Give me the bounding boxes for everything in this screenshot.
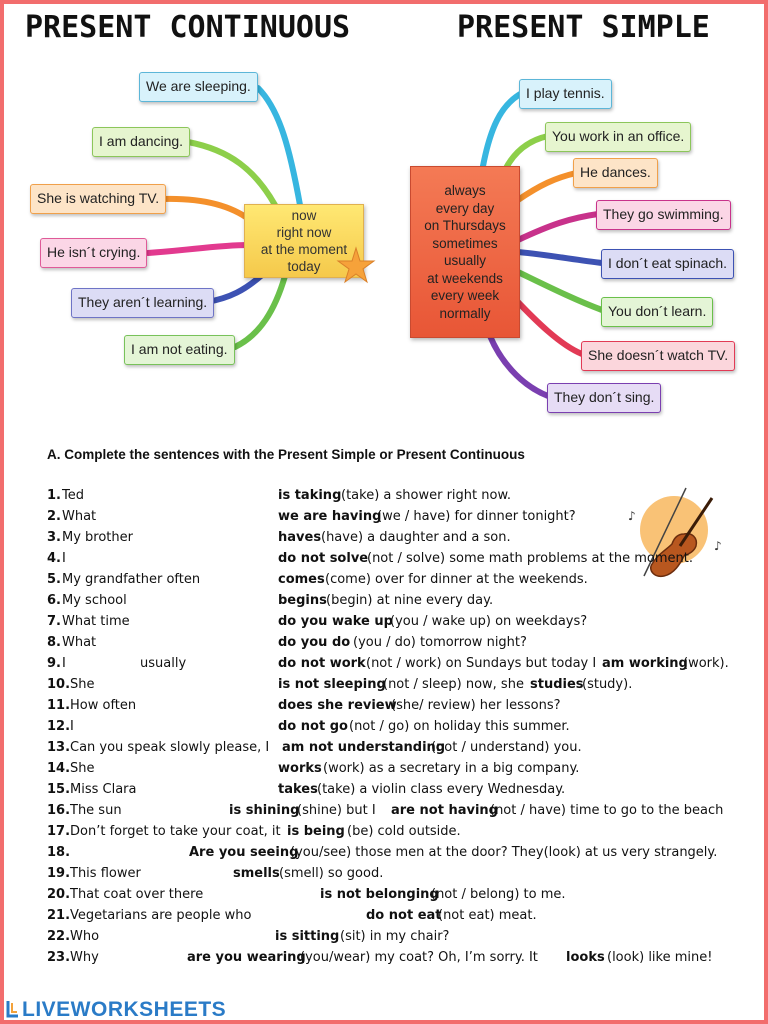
sentence-start: I [62, 551, 66, 566]
sentence-middle: (not / sleep) now, she [383, 677, 524, 692]
answer: are not having [391, 803, 498, 818]
exercise-row-11 [0, 698, 768, 719]
sentence-start: Miss Clara [70, 782, 137, 797]
sentence-end: (look) like mine! [607, 950, 713, 965]
exercise-instructions: A. Complete the sentences with the Present Simple or Present Continuous [47, 447, 525, 462]
simple-center-word: always [444, 183, 486, 198]
exercise-row-19 [0, 866, 768, 887]
answer: takes [278, 782, 318, 797]
exercise-number: 13. [47, 740, 71, 755]
simple-item-3: He dances. [573, 158, 658, 188]
answer: do you do [278, 635, 351, 650]
simple-item-6: You don´t learn. [601, 297, 713, 327]
exercise-number: 17. [47, 824, 71, 839]
sentence-start: What [62, 635, 97, 650]
answer: begins [278, 593, 327, 608]
simple-center-word: on Thursdays [424, 218, 506, 233]
answer: is not belonging [320, 887, 439, 902]
sentence-start: Who [70, 929, 100, 944]
sentence-start: Why [70, 950, 99, 965]
continuous-center-word: now [291, 208, 317, 223]
answer: do not work [278, 656, 366, 671]
answer: is sitting [275, 929, 340, 944]
exercise-row-1 [0, 488, 768, 509]
sentence-start: I [70, 719, 74, 734]
sentence-start: How often [70, 698, 137, 713]
heading-present-continuous: PRESENT CONTINUOUS [25, 10, 351, 45]
sentence-start: My school [62, 593, 127, 608]
simple-center-word: every week [430, 288, 500, 303]
sentence-end: (you / wake up) on weekdays? [390, 614, 588, 629]
exercise-number: 3. [47, 530, 61, 545]
exercise-row-17 [0, 824, 768, 845]
sentence-start: Don’t forget to take your coat, it [70, 824, 281, 839]
exercise-number: 19. [47, 866, 71, 881]
exercise-number: 21. [47, 908, 71, 923]
answer: haves [278, 530, 322, 545]
answer: do you wake up [278, 614, 393, 629]
sentence-end: (study). [582, 677, 633, 692]
sentence-end: (we / have) for dinner tonight? [377, 509, 576, 524]
sentence-end: (take) a shower right now. [341, 488, 512, 503]
sentence-end: (not eat) meat. [438, 908, 537, 923]
answer: do not solve [278, 551, 369, 566]
exercise-number: 8. [47, 635, 61, 650]
sentence-start: My grandfather often [62, 572, 201, 587]
liveworksheets-logo [6, 998, 226, 1022]
sentence-middle: (you/wear) my coat? Oh, I’m sorry. It [300, 950, 538, 965]
exercise-row-8 [0, 635, 768, 656]
exercise-number: 22. [47, 929, 71, 944]
simple-item-2: You work in an office. [545, 122, 691, 152]
sentence-end: (she/ review) her lessons? [391, 698, 561, 713]
answer: studies [530, 677, 584, 692]
sentence-adverb: usually [140, 656, 187, 671]
exercise-number: 18. [47, 845, 71, 860]
sentence-end: (come) over for dinner at the weekends. [325, 572, 588, 587]
sentence-start: What [62, 509, 97, 524]
answer: comes [278, 572, 325, 587]
exercise-row-9 [0, 656, 768, 677]
answer: are you wearing [187, 950, 306, 965]
continuous-item-2: I am dancing. [92, 127, 190, 157]
exercise-row-15 [0, 782, 768, 803]
sentence-end: (not / understand) you. [431, 740, 582, 755]
sentence-end: (work) as a secretary in a big company. [323, 761, 580, 776]
answer: works [278, 761, 322, 776]
continuous-item-6: I am not eating. [124, 335, 235, 365]
simple-item-4: They go swimming. [596, 200, 731, 230]
answer: do not go [278, 719, 348, 734]
sentence-start: Can you speak slowly please, I [70, 740, 270, 755]
answer: is taking [278, 488, 342, 503]
answer: is not sleeping [278, 677, 386, 692]
sentence-middle: (not / work) on Sundays but today I [366, 656, 597, 671]
exercise-number: 12. [47, 719, 71, 734]
exercise-number: 5. [47, 572, 61, 587]
exercise-row-12 [0, 719, 768, 740]
sentence-end: (not / have) time to go to the beach [490, 803, 724, 818]
answer: looks [566, 950, 605, 965]
exercise-number: 11. [47, 698, 71, 713]
exercise-row-10 [0, 677, 768, 698]
simple-center-word: every day [435, 200, 495, 216]
answer: we are having [278, 509, 382, 524]
continuous-item-3: She is watching TV. [30, 184, 166, 214]
exercise-row-20 [0, 887, 768, 908]
sentence-end: (not / solve) some math problems at the moment. [367, 551, 693, 566]
simple-item-5: I don´t eat spinach. [601, 249, 734, 279]
sentence-end: (be) cold outside. [347, 824, 461, 839]
star-icon [336, 246, 376, 284]
exercise-number: 4. [47, 551, 61, 566]
exercise-row-5 [0, 572, 768, 593]
sentence-end: (you/see) those men at the door? They(look) at us very strangely. [290, 845, 718, 860]
simple-center-word: normally [439, 305, 491, 321]
exercise-number: 2. [47, 509, 61, 524]
exercise-number: 14. [47, 761, 71, 776]
simple-time-expressions [410, 166, 520, 338]
answer: is being [287, 824, 345, 839]
exercise-number: 10. [47, 677, 71, 692]
simple-item-8: They don´t sing. [547, 383, 661, 413]
exercise-row-4 [0, 551, 768, 572]
simple-item-1: I play tennis. [519, 79, 612, 109]
continuous-center-word: today [287, 259, 321, 274]
sentence-end: (sit) in my chair? [340, 929, 450, 944]
simple-item-7: She doesn´t watch TV. [581, 341, 735, 371]
continuous-item-5: They aren´t learning. [71, 288, 214, 318]
exercise-row-3 [0, 530, 768, 551]
continuous-item-4: He isn´t crying. [40, 238, 147, 268]
exercise-number: 9. [47, 656, 61, 671]
exercise-row-16 [0, 803, 768, 824]
sentence-end: (have) a daughter and a son. [321, 530, 511, 545]
logo-text: LIVEWORKSHEETS [22, 998, 227, 1021]
answer: do not eat [366, 908, 442, 923]
sentence-end: (not / go) on holiday this summer. [349, 719, 570, 734]
sentence-end: (not / belong) to me. [431, 887, 566, 902]
exercise-number: 7. [47, 614, 61, 629]
continuous-center-word: at the moment [260, 242, 348, 257]
simple-center-word: at weekends [427, 270, 503, 286]
exercise-row-6 [0, 593, 768, 614]
continuous-center-word: right now [276, 225, 332, 240]
sentence-start: My brother [62, 530, 133, 545]
sentence-start: She [70, 677, 95, 692]
exercise-row-7 [0, 614, 768, 635]
svg-text:♪: ♪ [714, 539, 722, 553]
sentence-end: (you / do) tomorrow night? [353, 635, 527, 650]
svg-text:♪: ♪ [628, 509, 636, 523]
sentence-start: She [70, 761, 95, 776]
sentence-end: (take) a violin class every Wednesday. [317, 782, 566, 797]
exercise-number: 1. [47, 488, 61, 503]
answer: Are you seeing [189, 845, 299, 860]
exercise-number: 15. [47, 782, 71, 797]
answer: is shining [229, 803, 300, 818]
heading-present-simple: PRESENT SIMPLE [457, 10, 710, 45]
sentence-start: That coat over there [70, 887, 204, 902]
logo-mark-icon [6, 1000, 20, 1018]
exercise-number: 20. [47, 887, 71, 902]
sentence-end: (work). [683, 656, 729, 671]
simple-center-word: sometimes [432, 235, 498, 251]
sentence-start: Vegetarians are people who [70, 908, 252, 923]
sentence-start: This flower [70, 866, 141, 881]
answer: does she review [278, 698, 397, 713]
exercise-row-14 [0, 761, 768, 782]
exercise-row-18 [0, 845, 768, 866]
exercise-row-23 [0, 950, 768, 971]
exercise-number: 6. [47, 593, 61, 608]
answer: am working [602, 656, 688, 671]
exercise-number: 23. [47, 950, 71, 965]
sentence-middle: (shine) but I [297, 803, 376, 818]
continuous-item-1: We are sleeping. [139, 72, 258, 102]
exercise-row-13 [0, 740, 768, 761]
answer: smells [233, 866, 280, 881]
exercise-row-22 [0, 929, 768, 950]
sentence-end: (smell) so good. [279, 866, 384, 881]
exercise-number: 16. [47, 803, 71, 818]
sentence-end: (begin) at nine every day. [326, 593, 494, 608]
sentence-start: I [62, 656, 66, 671]
exercise-row-21 [0, 908, 768, 929]
sentence-start: What time [62, 614, 130, 629]
sentence-start: Ted [62, 488, 84, 503]
sentence-start: The sun [70, 803, 122, 818]
answer: am not understanding [282, 740, 446, 755]
exercise-row-2 [0, 509, 768, 530]
simple-center-word: usually [443, 253, 487, 268]
